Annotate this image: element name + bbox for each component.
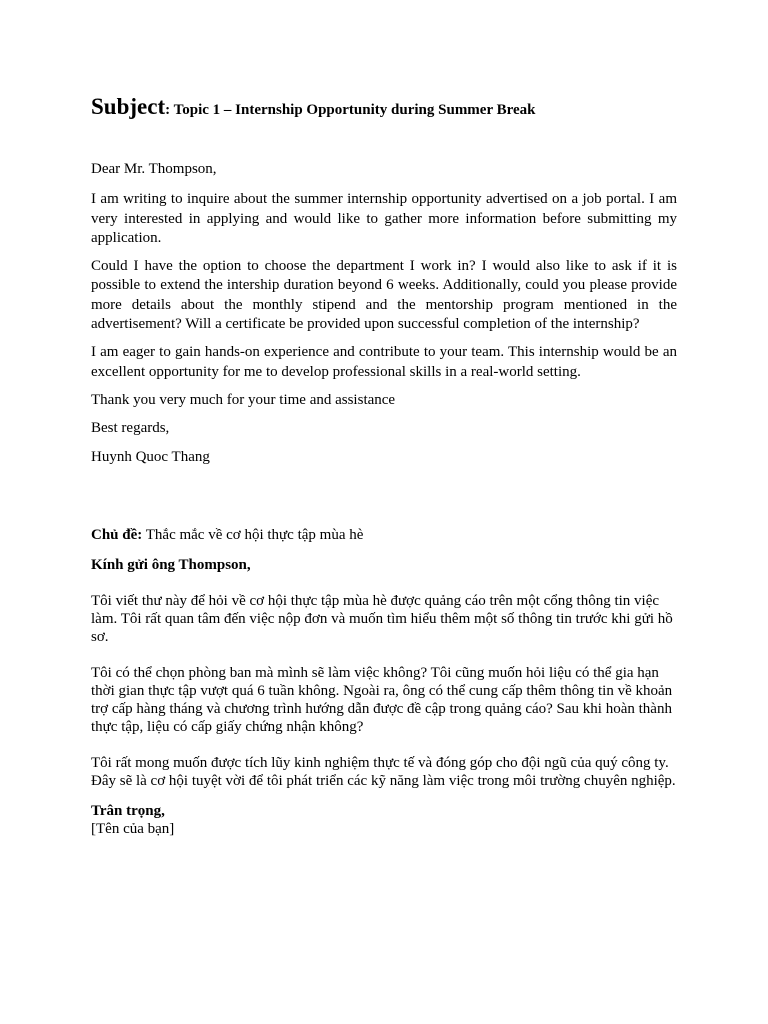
vietnamese-paragraph-1: Tôi viết thư này để hỏi về cơ hội thực tập mùa hè được quảng cáo trên một cổng thông tin việc làm. Tôi rất quan tâm đến việc nộp đơn và muốn tìm hiểu thêm một số thông tin trước khi gửi hồ sơ.: [91, 593, 673, 645]
vietnamese-subject-text: Thắc mắc về cơ hội thực tập mùa hè: [142, 527, 364, 543]
vietnamese-greeting-text: Kính gửi ông Thompson,: [91, 557, 251, 573]
english-thanks: Thank you very much for your time and assistance: [91, 391, 396, 408]
vietnamese-paragraph-3: Tôi rất mong muốn được tích lũy kinh nghiệm thực tế và đóng góp cho đội ngũ của quý công ty. Đây sẽ là cơ hội tuyệt vời để tôi phát triển các kỹ năng làm việc trong môi trường chuyên nghiệp.: [91, 755, 676, 789]
subject-separator: :: [165, 102, 174, 118]
english-paragraph-1: I am writing to inquire about the summer internship opportunity advertised on a job portal. I am very interested in applying and would like to gather more information before submitting my application.: [91, 191, 677, 246]
vietnamese-subject-label: Chủ đề:: [91, 527, 143, 543]
english-closing: Best regards,: [91, 420, 170, 437]
vietnamese-subject-line: [91, 526, 677, 544]
english-letter: [91, 160, 677, 476]
vietnamese-paragraph-2: Tôi có thể chọn phòng ban mà mình sẽ làm việc không? Tôi cũng muốn hỏi liệu có thể gia hạn thời gian thực tập vượt quá 6 tuần không. Ngoài ra, ông có thể cung cấp thêm thông tin về khoản trợ cấp hàng tháng và chương trình hướng dẫn được đề cập trong quảng cáo? Sau khi hoàn thành thực tập, liệu có cấp giấy chứng nhận không?: [91, 665, 673, 735]
subject-label: Subject: [91, 94, 166, 119]
vietnamese-closing: [91, 802, 677, 820]
vietnamese-signature: [Tên của bạn]: [91, 821, 175, 837]
english-signature: Huynh Quoc Thang: [91, 448, 210, 465]
vietnamese-letter: [91, 526, 677, 838]
english-paragraph-2: Could I have the option to choose the department I work in? I would also like to ask if it is possible to extend the intership duration beyond 6 weeks. Additionally, could you please provide more details about the monthly stipend and the mentorship program mentioned in the advertisement? Will a certificate be provided upon successful completion of the internship?: [91, 258, 677, 333]
vietnamese-closing-text: Trân trọng,: [91, 803, 165, 819]
vietnamese-greeting: [91, 556, 677, 574]
english-paragraph-3: I am eager to gain hands-on experience and contribute to your team. This internship would be an excellent opportunity for me to develop professional skills in a real-world setting.: [91, 344, 677, 380]
english-greeting: Dear Mr. Thompson,: [91, 161, 217, 177]
subject-text: Topic 1 – Internship Opportunity during Summer Break: [173, 102, 536, 118]
subject-line: [91, 92, 677, 125]
